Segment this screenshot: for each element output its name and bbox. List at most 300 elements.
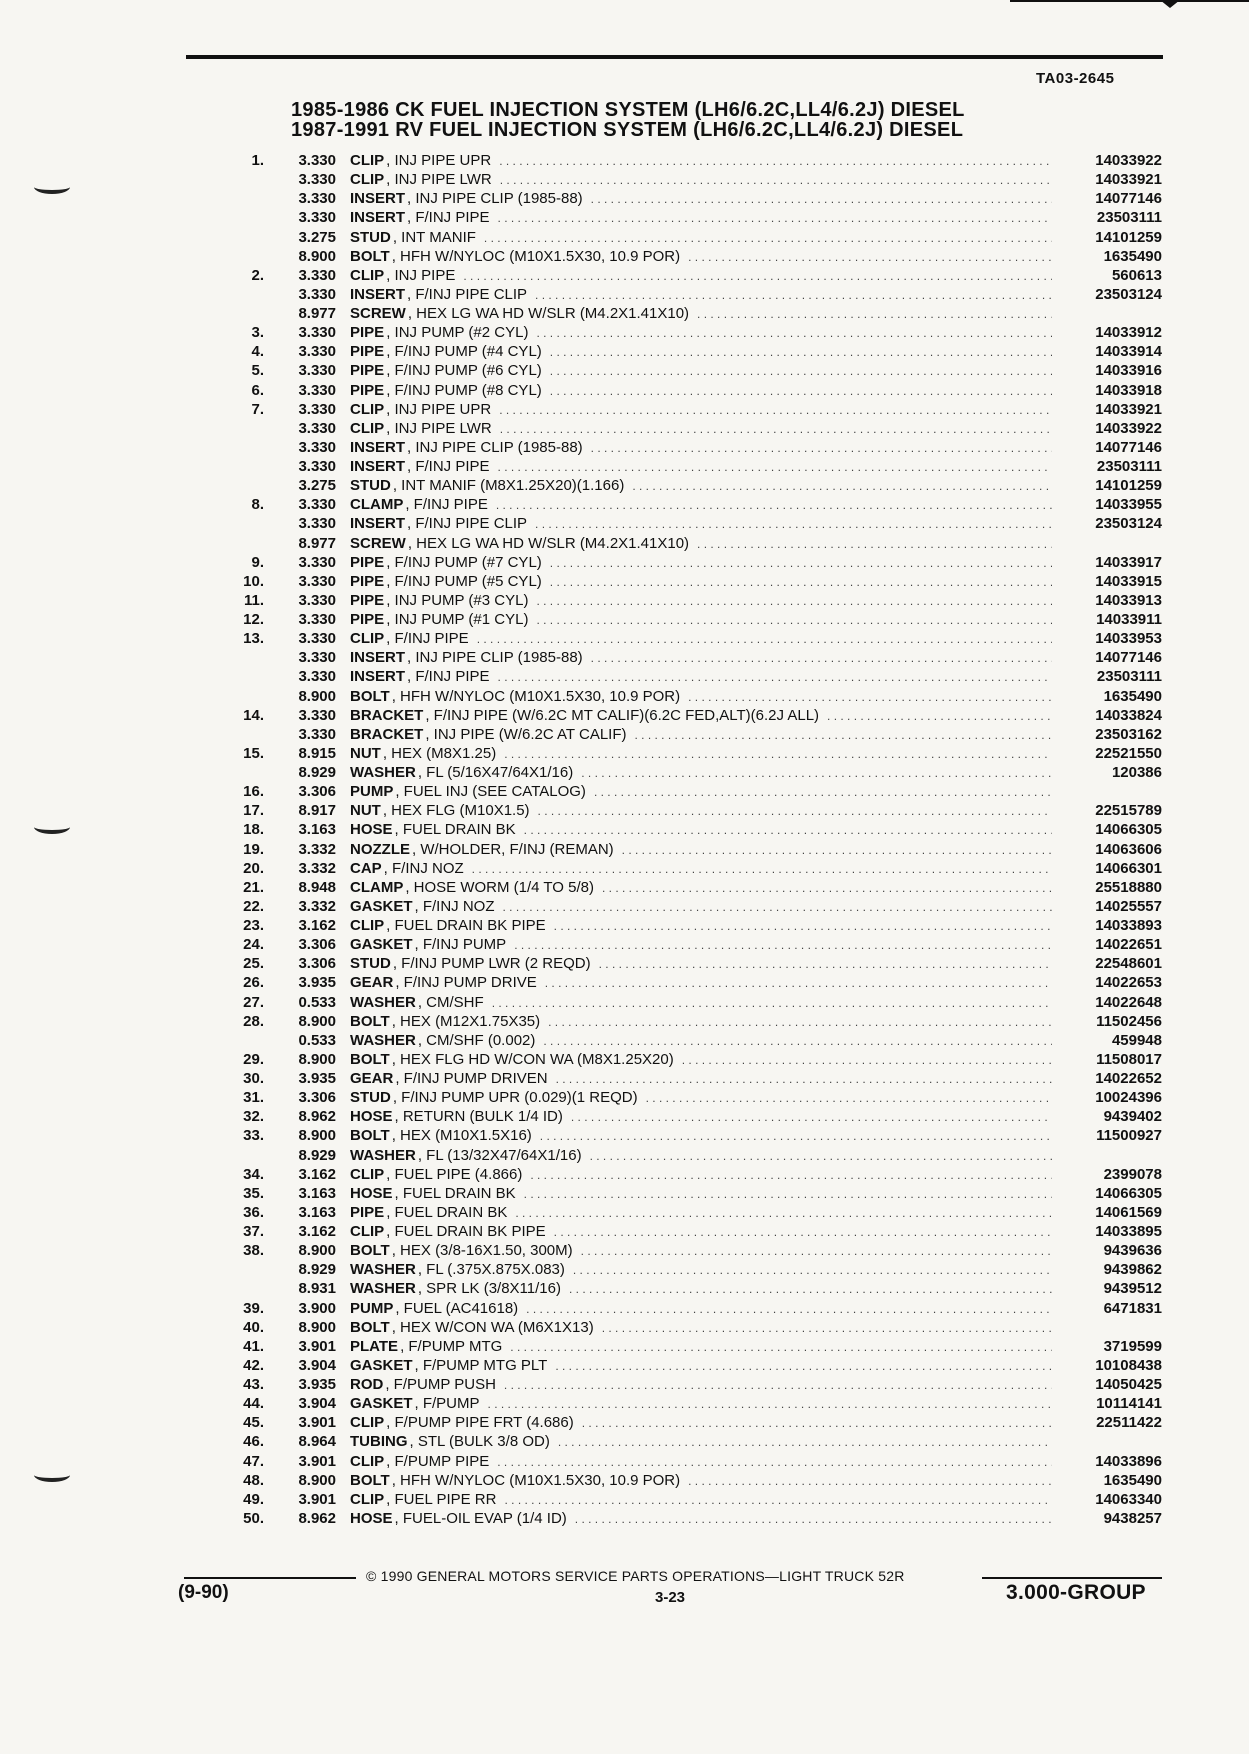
- part-noun: CLIP: [350, 152, 385, 169]
- part-modifier: , HOSE WORM (1/4 TO 5/8): [405, 878, 594, 896]
- group-number: 3.330: [298, 209, 336, 227]
- group-number: 3.330: [298, 285, 336, 303]
- part-description: [350, 1413, 1062, 1433]
- part-number: 25518880: [1095, 878, 1162, 896]
- part-description: [350, 993, 1062, 1013]
- part-noun: BRACKET: [350, 725, 424, 743]
- ref-number: 8.: [251, 496, 264, 514]
- dot-leader: [827, 707, 1052, 726]
- ref-number: 17.: [243, 802, 264, 820]
- part-description: [350, 247, 1062, 267]
- part-noun: PIPE: [350, 381, 385, 399]
- part-description: [350, 1107, 1062, 1127]
- part-noun: PUMP: [350, 1299, 394, 1317]
- part-modifier: , F/INJ PUMP (#4 CYL): [386, 343, 542, 361]
- dot-leader: [550, 554, 1052, 573]
- part-row: [220, 1203, 1162, 1222]
- document-code: TA03-2645: [1036, 70, 1115, 87]
- part-row: [220, 361, 1162, 380]
- dot-leader: [536, 592, 1052, 611]
- group-number: 3.332: [298, 859, 336, 877]
- group-number: 3.901: [298, 1452, 336, 1470]
- part-noun: PIPE: [350, 572, 385, 590]
- part-description: [350, 954, 1062, 974]
- part-modifier: , F/PUMP PUSH: [385, 1376, 496, 1393]
- dot-leader: [688, 1472, 1052, 1491]
- part-description: [350, 1203, 1062, 1223]
- part-description: [350, 706, 1062, 726]
- ref-number: 45.: [243, 1414, 264, 1432]
- part-description: [350, 170, 1062, 190]
- dot-leader: [543, 1032, 1052, 1051]
- dot-leader: [688, 248, 1052, 267]
- dot-leader: [622, 841, 1052, 860]
- part-number: 14022653: [1095, 974, 1162, 992]
- part-number: 23503162: [1095, 725, 1162, 743]
- part-number: 10024396: [1095, 1089, 1162, 1107]
- dot-leader: [602, 1319, 1052, 1338]
- part-modifier: , F/PUMP: [414, 1395, 480, 1413]
- part-noun: HOSE: [350, 1184, 393, 1202]
- part-number: 14033911: [1096, 611, 1162, 628]
- part-row: [220, 1069, 1162, 1088]
- group-number: 8.915: [298, 744, 336, 762]
- part-noun: CLIP: [350, 400, 385, 418]
- part-row: [220, 323, 1162, 342]
- ref-number: 23.: [243, 917, 264, 934]
- part-description: [350, 1184, 1062, 1204]
- part-row: [220, 1279, 1162, 1298]
- part-row: [220, 1432, 1162, 1451]
- part-noun: CLAMP: [350, 496, 404, 514]
- ref-number: 38.: [243, 1242, 264, 1260]
- part-modifier: , RETURN (BULK 1/4 ID): [394, 1108, 563, 1126]
- dot-leader: [463, 267, 1052, 286]
- part-row: [220, 1356, 1162, 1375]
- group-number: 3.330: [298, 362, 336, 380]
- part-description: [350, 1452, 1062, 1472]
- dot-leader: [526, 1300, 1052, 1319]
- part-noun: PUMP: [350, 783, 394, 801]
- ref-number: 36.: [243, 1203, 264, 1221]
- group-number: 3.306: [298, 955, 336, 973]
- part-description: [350, 840, 1062, 860]
- group-number: 8.900: [298, 247, 336, 265]
- group-number: 8.900: [298, 1012, 336, 1030]
- dot-leader: [510, 1338, 1052, 1357]
- ref-number: 31.: [243, 1089, 264, 1107]
- part-number: 14022651: [1095, 936, 1162, 954]
- part-description: [350, 687, 1062, 707]
- part-noun: CLIP: [350, 1223, 385, 1240]
- page-title-2: 1987-1991 RV FUEL INJECTION SYSTEM (LH6/6.2C,LL4/6.2J) DIESEL: [291, 119, 964, 141]
- part-number: 14033915: [1095, 572, 1162, 590]
- group-number: 3.330: [298, 438, 336, 456]
- part-description: [350, 572, 1062, 592]
- part-modifier: , F/INJ PIPE: [407, 668, 490, 686]
- part-description: [350, 419, 1062, 439]
- part-row: [220, 266, 1162, 285]
- part-noun: TUBING: [350, 1433, 408, 1451]
- group-number: 3.306: [298, 1089, 336, 1107]
- group-number: 3.330: [298, 343, 336, 361]
- part-row: [220, 495, 1162, 514]
- page-title-1: 1985-1986 CK FUEL INJECTION SYSTEM (LH6/6.2C,LL4/6.2J) DIESEL: [291, 99, 965, 121]
- part-modifier: , F/INJ PIPE: [407, 458, 490, 475]
- part-row: [220, 419, 1162, 438]
- part-row: [220, 782, 1162, 801]
- part-modifier: , INJ PIPE CLIP (1985-88): [407, 190, 583, 208]
- dot-leader: [524, 1185, 1052, 1204]
- part-description: [350, 151, 1062, 171]
- part-number: 23503124: [1095, 285, 1162, 303]
- part-modifier: , F/INJ PIPE CLIP: [407, 285, 528, 303]
- part-row: [220, 304, 1162, 323]
- group-number: 3.330: [298, 458, 336, 475]
- part-row: [220, 1490, 1162, 1509]
- dot-leader: [492, 994, 1052, 1013]
- part-noun: PIPE: [350, 362, 385, 380]
- group-number: 3.330: [298, 649, 336, 667]
- part-number: 14066301: [1095, 859, 1162, 877]
- part-modifier: , HEX (M8X1.25): [382, 744, 497, 762]
- ref-number: 4.: [251, 343, 264, 361]
- part-row: [220, 381, 1162, 400]
- ref-number: 33.: [243, 1127, 264, 1145]
- part-number: 14033955: [1095, 496, 1162, 514]
- part-row: [220, 1452, 1162, 1471]
- part-row: [220, 1413, 1162, 1432]
- dot-leader: [591, 439, 1052, 458]
- part-modifier: , F/INJ PUMP LWR (2 REQD): [392, 955, 591, 973]
- part-number: 9439512: [1103, 1280, 1162, 1298]
- part-row: [220, 1509, 1162, 1528]
- group-number: 3.306: [298, 936, 336, 954]
- dot-leader: [535, 515, 1052, 534]
- part-modifier: , FUEL PIPE (4.866): [386, 1165, 523, 1183]
- part-modifier: , F/PUMP MTG: [400, 1337, 503, 1355]
- part-noun: BRACKET: [350, 706, 424, 724]
- part-modifier: , F/PUMP MTG PLT: [414, 1356, 548, 1374]
- group-number: 3.904: [298, 1395, 336, 1413]
- dot-leader: [499, 401, 1052, 420]
- dot-leader: [477, 630, 1052, 649]
- part-modifier: , F/INJ NOZ: [383, 859, 464, 877]
- group-number: 3.332: [298, 897, 336, 915]
- part-modifier: , HEX LG WA HD W/SLR (M4.2X1.41X10): [407, 534, 690, 552]
- part-description: [350, 457, 1062, 477]
- part-description: [350, 725, 1062, 745]
- part-number: 23503111: [1096, 458, 1162, 475]
- part-modifier: , FL (.375X.875X.083): [417, 1261, 565, 1279]
- part-noun: NOZZLE: [350, 840, 410, 858]
- group-number: 3.330: [298, 324, 336, 342]
- group-number: 8.964: [298, 1433, 336, 1451]
- group-number: 3.162: [298, 917, 336, 934]
- part-row: [220, 572, 1162, 591]
- part-noun: CLIP: [350, 1414, 385, 1432]
- ref-number: 22.: [243, 897, 264, 915]
- part-noun: BOLT: [350, 687, 390, 705]
- part-row: [220, 1050, 1162, 1069]
- ref-number: 46.: [243, 1433, 264, 1451]
- part-noun: INSERT: [350, 649, 406, 667]
- part-row: [220, 610, 1162, 629]
- part-description: [350, 1471, 1062, 1491]
- part-row: [220, 1184, 1162, 1203]
- part-number: 14033895: [1095, 1223, 1162, 1240]
- part-modifier: , HFH W/NYLOC (M10X1.5X30, 10.9 POR): [391, 1471, 681, 1489]
- dot-leader: [688, 688, 1052, 707]
- dot-leader: [538, 802, 1052, 821]
- part-number: 1635490: [1103, 247, 1162, 265]
- ref-number: 44.: [243, 1395, 264, 1413]
- part-number: 2399078: [1103, 1165, 1162, 1183]
- part-noun: INSERT: [350, 668, 406, 686]
- group-number: 3.162: [298, 1165, 336, 1183]
- part-row: [220, 342, 1162, 361]
- part-description: [350, 208, 1062, 228]
- part-noun: INSERT: [350, 515, 406, 533]
- ref-number: 32.: [243, 1108, 264, 1126]
- part-description: [350, 916, 1062, 936]
- dot-leader: [545, 974, 1052, 993]
- part-modifier: , INJ PUMP (#2 CYL): [386, 324, 529, 342]
- part-noun: STUD: [350, 1089, 391, 1107]
- part-row: [220, 725, 1162, 744]
- group-number: 3.935: [298, 1070, 336, 1087]
- part-modifier: , F/INJ PUMP (#8 CYL): [386, 381, 542, 399]
- dot-leader: [556, 1070, 1052, 1089]
- part-noun: CLIP: [350, 1452, 385, 1470]
- group-number: 3.330: [298, 553, 336, 571]
- part-modifier: , F/INJ PIPE: [405, 496, 488, 514]
- part-modifier: , CM/SHF: [417, 993, 484, 1011]
- dot-leader: [497, 1453, 1052, 1472]
- group-number: 0.533: [298, 993, 336, 1011]
- part-modifier: , FUEL-OIL EVAP (1/4 ID): [394, 1509, 567, 1527]
- part-noun: ROD: [350, 1376, 384, 1393]
- group-number: 3.900: [298, 1299, 336, 1317]
- part-modifier: , F/INJ PUMP (#6 CYL): [386, 362, 542, 380]
- group-number: 3.163: [298, 821, 336, 839]
- group-number: 3.275: [298, 228, 336, 246]
- part-description: [350, 1165, 1062, 1185]
- part-number: 22521550: [1095, 744, 1162, 762]
- part-description: [350, 323, 1062, 343]
- part-number: 14033917: [1095, 553, 1162, 571]
- part-noun: CLIP: [350, 1490, 385, 1508]
- group-number: 0.533: [298, 1031, 336, 1049]
- part-description: [350, 1356, 1062, 1376]
- part-number: 560613: [1111, 266, 1162, 284]
- part-row: [220, 476, 1162, 495]
- part-row: [220, 1126, 1162, 1145]
- dot-leader: [555, 1357, 1052, 1376]
- part-noun: CLAMP: [350, 878, 404, 896]
- part-modifier: , F/INJ PIPE: [386, 630, 469, 648]
- group-number: 8.962: [298, 1108, 336, 1126]
- part-description: [350, 878, 1062, 898]
- part-noun: BOLT: [350, 1050, 390, 1068]
- part-number: 10114141: [1096, 1395, 1162, 1413]
- ref-number: 27.: [243, 993, 264, 1011]
- part-noun: HOSE: [350, 1509, 393, 1527]
- part-description: [350, 1299, 1062, 1319]
- part-number: 23503111: [1096, 209, 1162, 227]
- part-noun: CAP: [350, 859, 382, 877]
- part-description: [350, 1088, 1062, 1108]
- group-number: 8.900: [298, 1318, 336, 1336]
- dot-leader: [500, 420, 1052, 439]
- part-modifier: , F/INJ PIPE CLIP: [407, 515, 528, 533]
- part-row: [220, 400, 1162, 419]
- part-number: 23503111: [1096, 668, 1162, 686]
- group-number: 8.900: [298, 687, 336, 705]
- group-number: 3.330: [298, 611, 336, 628]
- group-number: 3.330: [298, 668, 336, 686]
- part-modifier: , FUEL DRAIN BK: [394, 821, 516, 839]
- ref-number: 34.: [243, 1165, 264, 1183]
- part-row: [220, 840, 1162, 859]
- part-modifier: , INJ PUMP (#3 CYL): [386, 591, 529, 609]
- footer-copyright: © 1990 GENERAL MOTORS SERVICE PARTS OPERATIONS—LIGHT TRUCK 52R: [366, 1568, 905, 1584]
- part-row: [220, 1299, 1162, 1318]
- dot-leader: [535, 286, 1052, 305]
- part-noun: BOLT: [350, 1318, 390, 1336]
- punch-hole-mark: [34, 180, 70, 194]
- part-number: 3719599: [1103, 1337, 1162, 1355]
- group-number: 3.163: [298, 1184, 336, 1202]
- part-modifier: , INJ PUMP (#1 CYL): [386, 611, 529, 628]
- part-noun: SCREW: [350, 534, 406, 552]
- dot-leader: [550, 343, 1052, 362]
- group-number: 3.332: [298, 840, 336, 858]
- ref-number: 16.: [243, 783, 264, 801]
- part-description: [350, 763, 1062, 783]
- part-number: 14077146: [1095, 190, 1162, 208]
- group-number: 3.163: [298, 1203, 336, 1221]
- part-noun: PIPE: [350, 324, 385, 342]
- part-number: 14033824: [1095, 706, 1162, 724]
- punch-hole-mark: [34, 820, 70, 834]
- part-noun: WASHER: [350, 1280, 416, 1298]
- part-modifier: , F/PUMP PIPE FRT (4.686): [386, 1414, 574, 1432]
- part-modifier: , SPR LK (3/8X11/16): [417, 1280, 561, 1298]
- part-description: [350, 1260, 1062, 1280]
- part-row: [220, 954, 1162, 973]
- footer-rule: [184, 1577, 356, 1579]
- group-number: 8.900: [298, 1471, 336, 1489]
- part-noun: SCREW: [350, 305, 406, 322]
- group-number: 3.330: [298, 152, 336, 169]
- part-number: 11500927: [1096, 1127, 1162, 1145]
- part-noun: PIPE: [350, 553, 385, 571]
- part-modifier: , INJ PIPE (W/6.2C AT CALIF): [425, 725, 627, 743]
- ref-number: 25.: [243, 955, 264, 973]
- dot-leader: [498, 209, 1052, 228]
- ref-number: 35.: [243, 1184, 264, 1202]
- part-noun: GEAR: [350, 1070, 394, 1087]
- part-row: [220, 1260, 1162, 1279]
- dot-leader: [573, 1261, 1052, 1280]
- part-modifier: , CM/SHF (0.002): [417, 1031, 536, 1049]
- part-row: [220, 591, 1162, 610]
- group-number: 3.935: [298, 974, 336, 992]
- ref-number: 19.: [243, 840, 264, 858]
- ref-number: 1.: [251, 152, 264, 169]
- group-number: 3.904: [298, 1356, 336, 1374]
- part-number: 6471831: [1103, 1299, 1162, 1317]
- dot-leader: [548, 1013, 1052, 1032]
- part-noun: INSERT: [350, 285, 406, 303]
- part-row: [220, 208, 1162, 227]
- part-noun: PLATE: [350, 1337, 399, 1355]
- part-modifier: , HEX W/CON WA (M6X1X13): [391, 1318, 594, 1336]
- group-number: 3.330: [298, 591, 336, 609]
- part-modifier: , FL (13/32X47/64X1/16): [417, 1146, 582, 1164]
- ref-number: 39.: [243, 1299, 264, 1317]
- part-description: [350, 342, 1062, 362]
- part-row: [220, 534, 1162, 553]
- part-modifier: , INJ PIPE LWR: [386, 171, 492, 189]
- part-description: [350, 744, 1062, 764]
- part-modifier: , F/INJ PUMP UPR (0.029)(1 REQD): [392, 1089, 638, 1107]
- part-modifier: , HFH W/NYLOC (M10X1.5X30, 10.9 POR): [391, 247, 681, 265]
- part-number: 14025557: [1095, 897, 1162, 915]
- part-number: 14033953: [1095, 630, 1162, 648]
- part-description: [350, 1375, 1062, 1395]
- group-number: 3.330: [298, 572, 336, 590]
- ref-number: 28.: [243, 1012, 264, 1030]
- part-modifier: , F/PUMP PIPE: [386, 1452, 490, 1470]
- ref-number: 50.: [243, 1509, 264, 1527]
- footer-rule: [982, 1577, 1162, 1579]
- dot-leader: [536, 324, 1052, 343]
- part-row: [220, 151, 1162, 170]
- part-noun: INSERT: [350, 438, 406, 456]
- part-noun: BOLT: [350, 1242, 390, 1260]
- part-number: 1635490: [1103, 1471, 1162, 1489]
- part-number: 22548601: [1095, 955, 1162, 973]
- part-number: 14022648: [1095, 993, 1162, 1011]
- part-description: [350, 629, 1062, 649]
- group-number: 3.935: [298, 1376, 336, 1393]
- group-number: 8.931: [298, 1280, 336, 1298]
- part-number: 10108438: [1095, 1356, 1162, 1374]
- ref-number: 9.: [251, 553, 264, 571]
- part-number: 14033896: [1095, 1452, 1162, 1470]
- ref-number: 49.: [243, 1490, 264, 1508]
- ref-number: 43.: [243, 1376, 264, 1393]
- part-modifier: , F/INJ PUMP DRIVE: [395, 974, 537, 992]
- part-row: [220, 1337, 1162, 1356]
- part-noun: INSERT: [350, 190, 406, 208]
- group-number: 3.162: [298, 1223, 336, 1240]
- group-number: 8.977: [298, 305, 336, 322]
- part-noun: STUD: [350, 228, 391, 246]
- group-number: 3.306: [298, 783, 336, 801]
- dot-leader: [632, 477, 1052, 496]
- part-modifier: , FUEL DRAIN BK: [386, 1203, 508, 1221]
- dot-leader: [554, 917, 1052, 936]
- dot-leader: [594, 783, 1052, 802]
- page-number: 3-23: [655, 1589, 686, 1606]
- part-description: [350, 189, 1062, 209]
- part-description: [350, 266, 1062, 286]
- part-number: 23503124: [1095, 515, 1162, 533]
- part-row: [220, 1165, 1162, 1184]
